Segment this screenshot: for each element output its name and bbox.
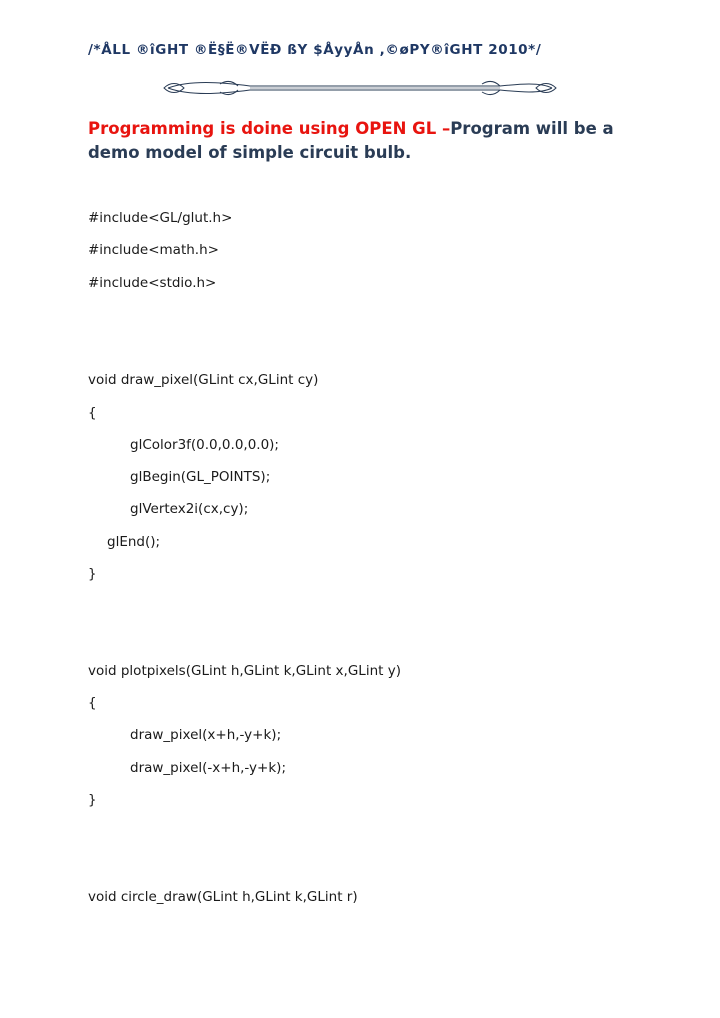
code-line: { [88,405,97,421]
code-line: draw_pixel(-x+h,-y+k); [130,760,286,776]
code-line: #include<GL/glut.h> [88,210,233,226]
heading-description: Program will be a demo model of simple circuit bulb. [88,119,614,162]
code-line: void circle_draw(GLint h,GLint k,GLint r) [88,889,358,905]
code-line: glBegin(GL_POINTS); [130,469,271,485]
code-line: void draw_pixel(GLint cx,GLint cy) [88,372,319,388]
code-line: #include<stdio.h> [88,275,217,291]
ornamental-divider [160,76,560,100]
heading-red-part: Programming is doine using OPEN GL – [88,119,451,138]
code-line: glEnd(); [107,534,161,550]
program-heading [88,117,668,165]
code-line: void plotpixels(GLint h,GLint k,GLint x,GLint y) [88,663,401,679]
code-line: { [88,695,97,711]
code-line: draw_pixel(x+h,-y+k); [130,727,282,743]
code-line: glColor3f(0.0,0.0,0.0); [130,437,279,453]
code-line: #include<math.h> [88,242,219,258]
code-line: } [88,566,97,582]
copyright-header: /*ÅLL ®îGHT ®Ë§Ë®VËÐ ßY $ÅyyÅn ,©øPY®îGHT 2010*/ [88,42,542,58]
code-line: } [88,792,97,808]
code-line: glVertex2i(cx,cy); [130,501,249,517]
